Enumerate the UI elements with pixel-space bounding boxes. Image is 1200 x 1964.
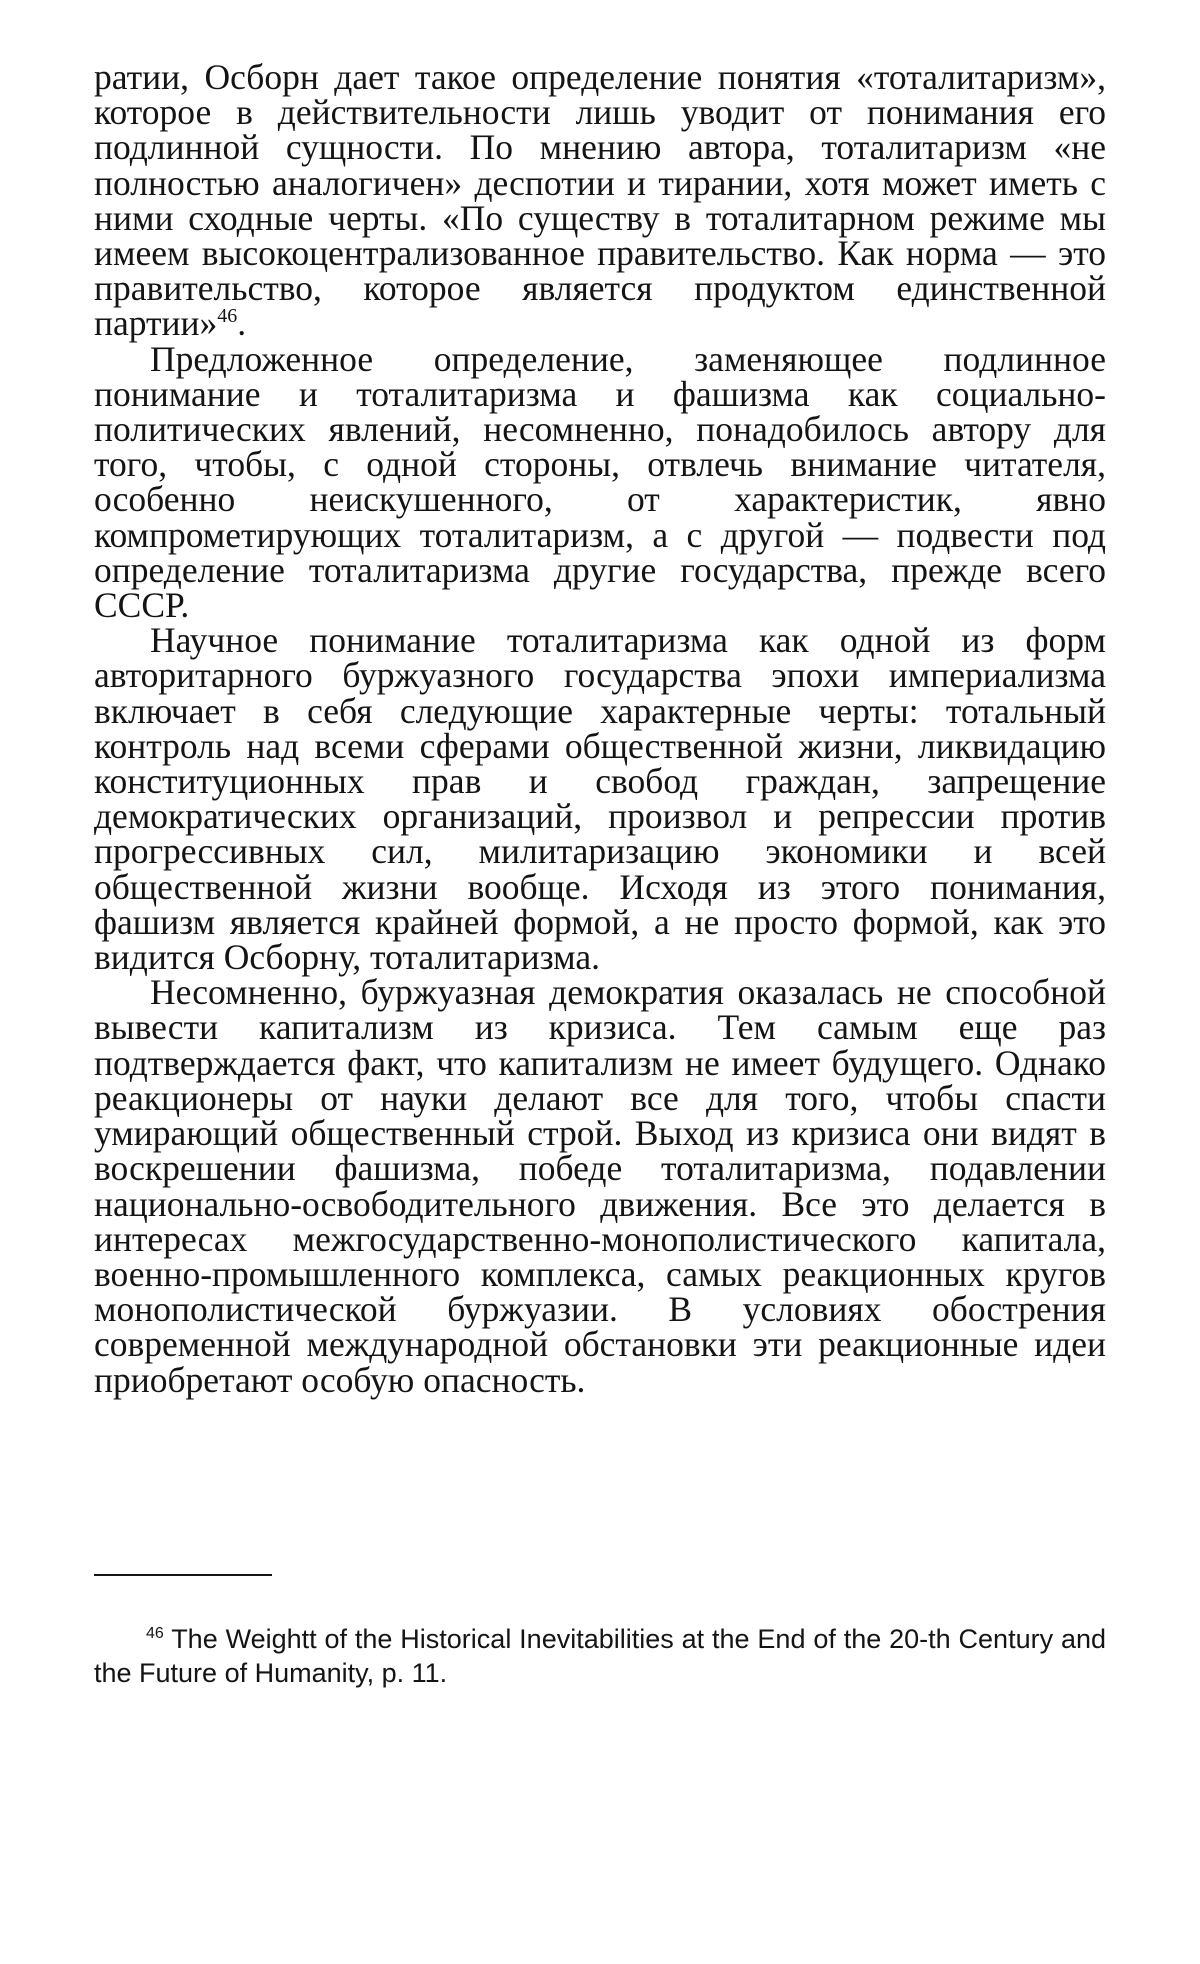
footnote-divider — [94, 1574, 272, 1576]
footnote-reference-46[interactable]: 46 — [217, 305, 238, 328]
paragraph-3: Научное понимание тоталитаризма как одной из форм авторитарного буржуазного государства эпохи империализма включает в себя следующие характерные черты: тотальный контроль над всеми сферами общественной жизни, ликвидацию конституционных прав и свобод граждан, запрещение демократических организаций, произвол и репрессии против прогрессивных сил, милитаризацию экономики и всей общественной жизни вообще. Исходя из этого понимания, фашизм является крайней формой, а не просто формой, как это видится Осборну, тоталитаризма. — [94, 620, 1106, 978]
footnote-text: The Weightt of the Historical Inevitabilities at the End of the 20-th Century and the Future of Humanity, p. 11. — [94, 1624, 1107, 1688]
page-body — [94, 57, 1106, 1400]
footnotes-section — [94, 1622, 1106, 1690]
footnote-number: 46 — [146, 1625, 164, 1642]
paragraph-4: Несомненно, буржуазная демократия оказалась не способной вывести капитализм из кризиса. Тем самым еще раз подтверждается факт, что капитализм не имеет будущего. Однако реакционеры от науки делают все для того, чтобы спасти умирающий общественный строй. Выход из кризиса они видят в воскрешении фашизма, победе тоталитаризма, подавлении национально-освободительного движения. Все это делается в интересах межгосударственно-монополистического капитала, военно-промышленного комплекса, самых реакционных кругов монополистической буржуазии. В условиях обострения современной международной обстановки эти реакционные идеи приобретают особую опасность. — [94, 972, 1106, 1400]
footnote-46 — [94, 1622, 1106, 1690]
paragraph-1-tail: . — [237, 303, 247, 344]
paragraph-1 — [94, 57, 1106, 344]
paragraph-2: Предложенное определение, заменяющее подлинное понимание и тоталитаризма и фашизма как социально-политических явлений, несомненно, понадобилось автору для того, чтобы, с одной стороны, отвлечь внимание читателя, особенно неискушенного, от характеристик, явно компрометирующих тоталитаризм, а с другой — подвести под определение тоталитаризма другие государства, прежде всего СССР. — [94, 338, 1106, 626]
paragraph-1-text: ратии, Осборн дает такое определение понятия «тоталитаризм», которое в действительности лишь уводит от понимания его подлинной сущности. По мнению автора, тоталитаризм «не полностью аналогичен» деспотии и тирании, хотя может иметь с ними сходные черты. «По существу в тоталитарном режиме мы имеем высокоцентрализованное правительство. Как норма — это правительство, которое является продуктом единственной партии» — [94, 57, 1106, 344]
